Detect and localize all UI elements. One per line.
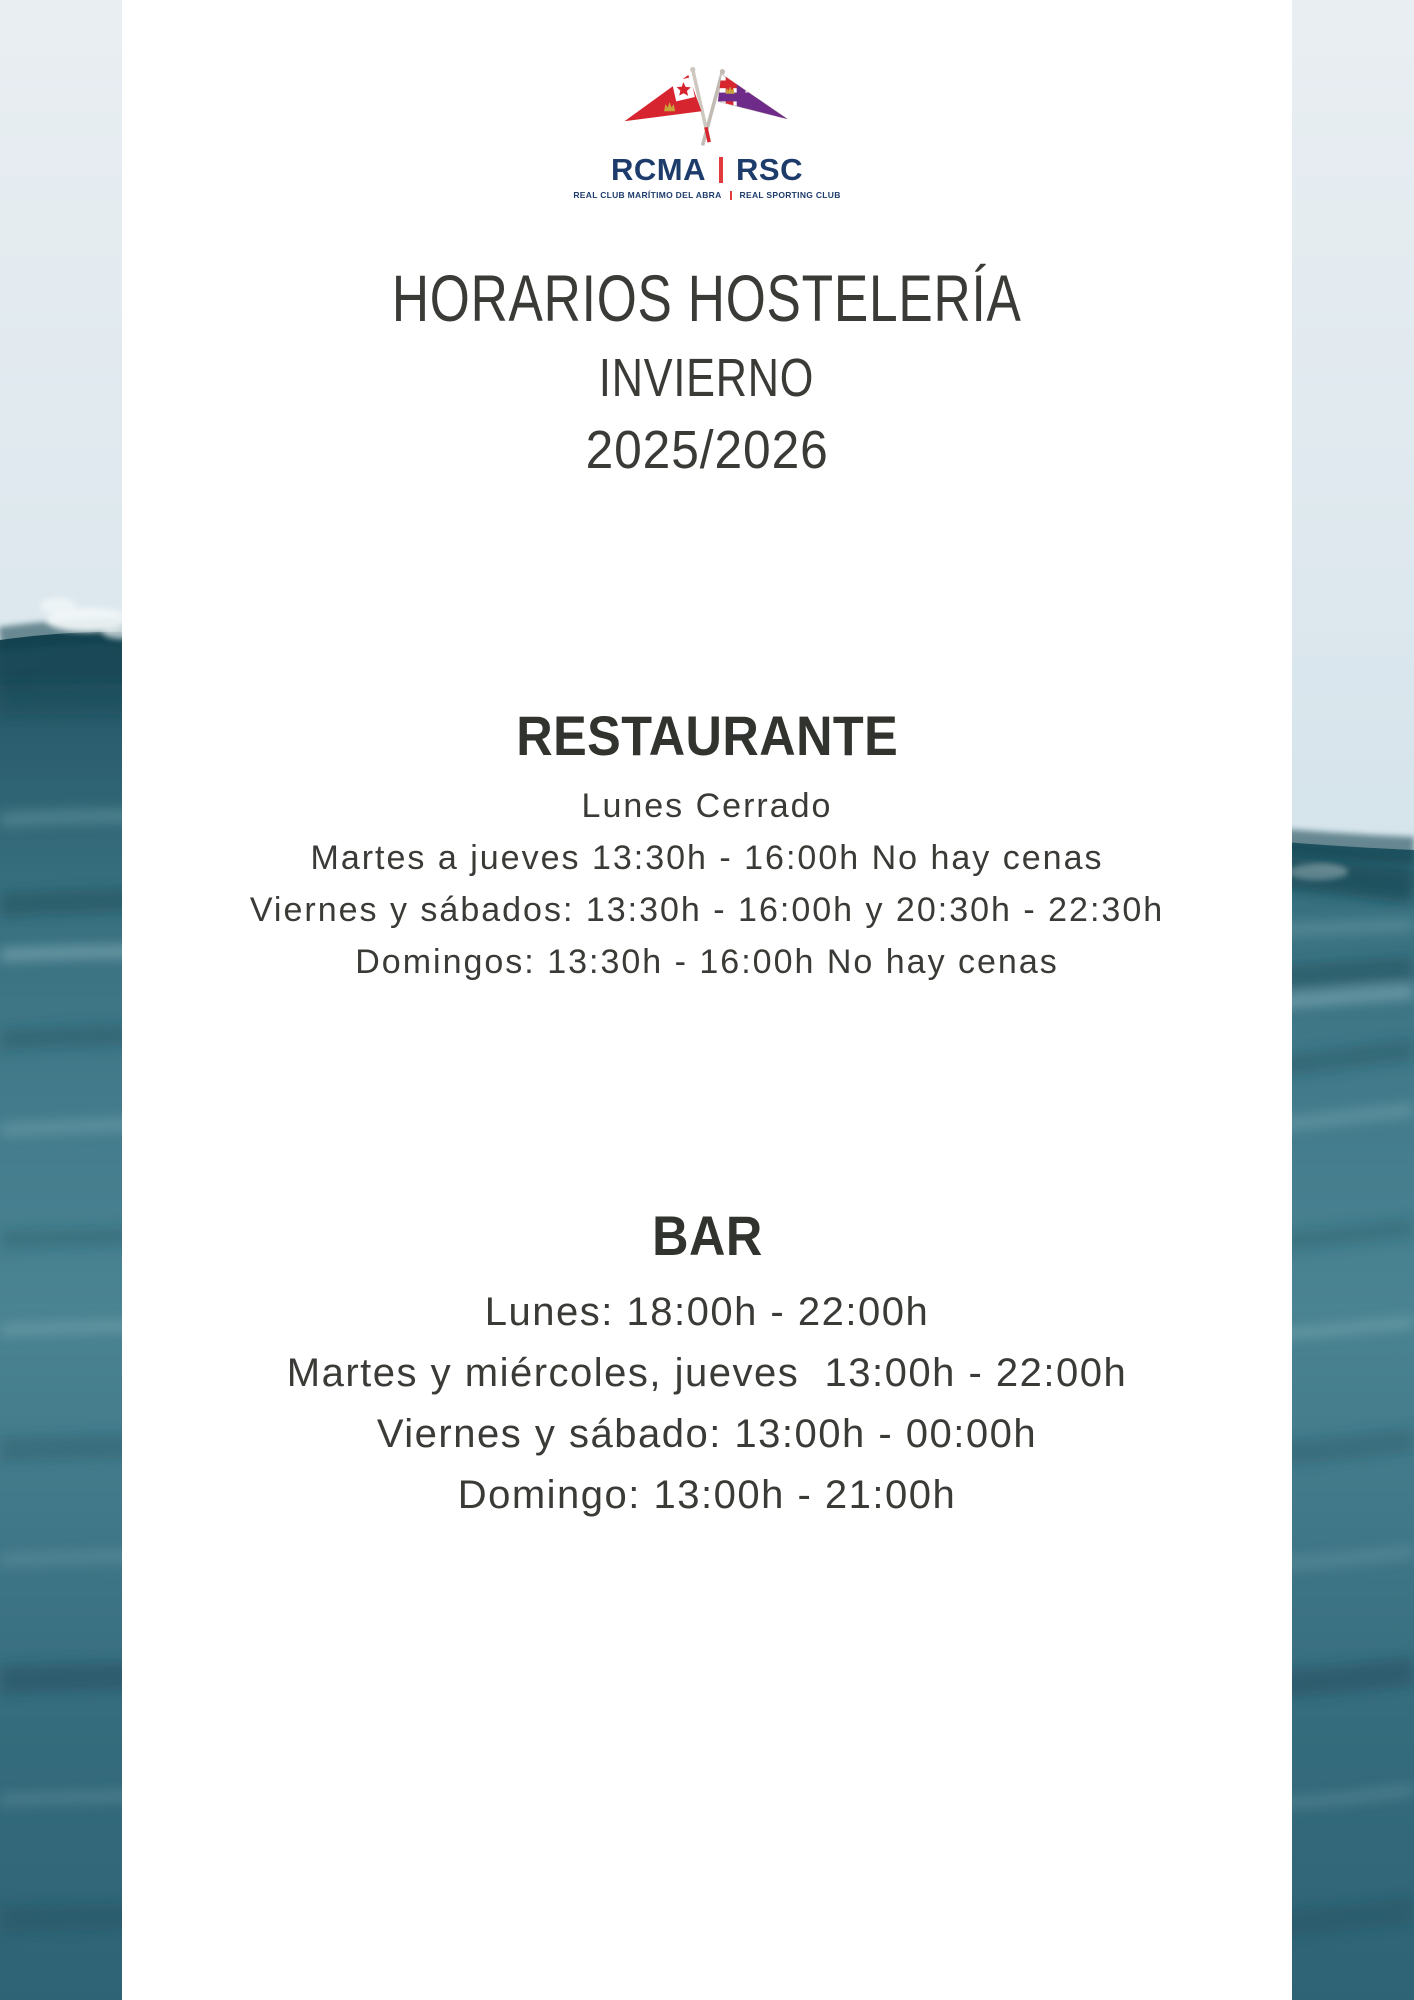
schedule-line: Lunes: 18:00h - 22:00h <box>484 1290 930 1334</box>
schedule-line: Martes y miércoles, jueves 13:00h - 22:00h <box>286 1351 1128 1395</box>
club-tagline-left: REAL CLUB MARÍTIMO DEL ABRA <box>573 190 722 201</box>
bar-schedule <box>122 1282 1292 1526</box>
years-subtitle: 2025/2026 <box>585 420 829 480</box>
content-card <box>122 0 1292 2000</box>
club-logo <box>122 64 1292 200</box>
rsc-burgee-flag-icon <box>703 68 788 145</box>
club-initials-left: RCMA <box>611 152 707 187</box>
schedule-line: Domingos: 13:30h - 16:00h No hay cenas <box>355 943 1059 981</box>
club-tagline <box>122 191 1292 200</box>
page-title: HORARIOS HOSTELERÍA <box>392 261 1022 335</box>
logo-divider <box>719 157 723 183</box>
schedule-line: Martes a jueves 13:30h - 16:00h No hay cenas <box>310 839 1104 877</box>
season-subtitle: INVIERNO <box>599 348 815 408</box>
schedule-line: Viernes y sábados: 13:30h - 16:00h y 20:30h - 22:30h <box>249 891 1165 929</box>
tagline-divider <box>730 191 732 200</box>
restaurante-schedule <box>122 780 1292 988</box>
rcma-burgee-flag-icon <box>625 67 710 142</box>
schedule-line: Domingo: 13:00h - 21:00h <box>457 1473 957 1517</box>
club-burgees-icon <box>619 64 795 152</box>
club-wordmark <box>122 154 1292 185</box>
club-tagline-right: REAL SPORTING CLUB <box>739 190 841 201</box>
schedule-line: Lunes Cerrado <box>581 787 833 825</box>
restaurante-heading: RESTAURANTE <box>515 704 899 767</box>
club-initials-right: RSC <box>736 152 803 187</box>
bar-heading: BAR <box>651 1204 763 1267</box>
schedule-line: Viernes y sábado: 13:00h - 00:00h <box>376 1412 1038 1456</box>
